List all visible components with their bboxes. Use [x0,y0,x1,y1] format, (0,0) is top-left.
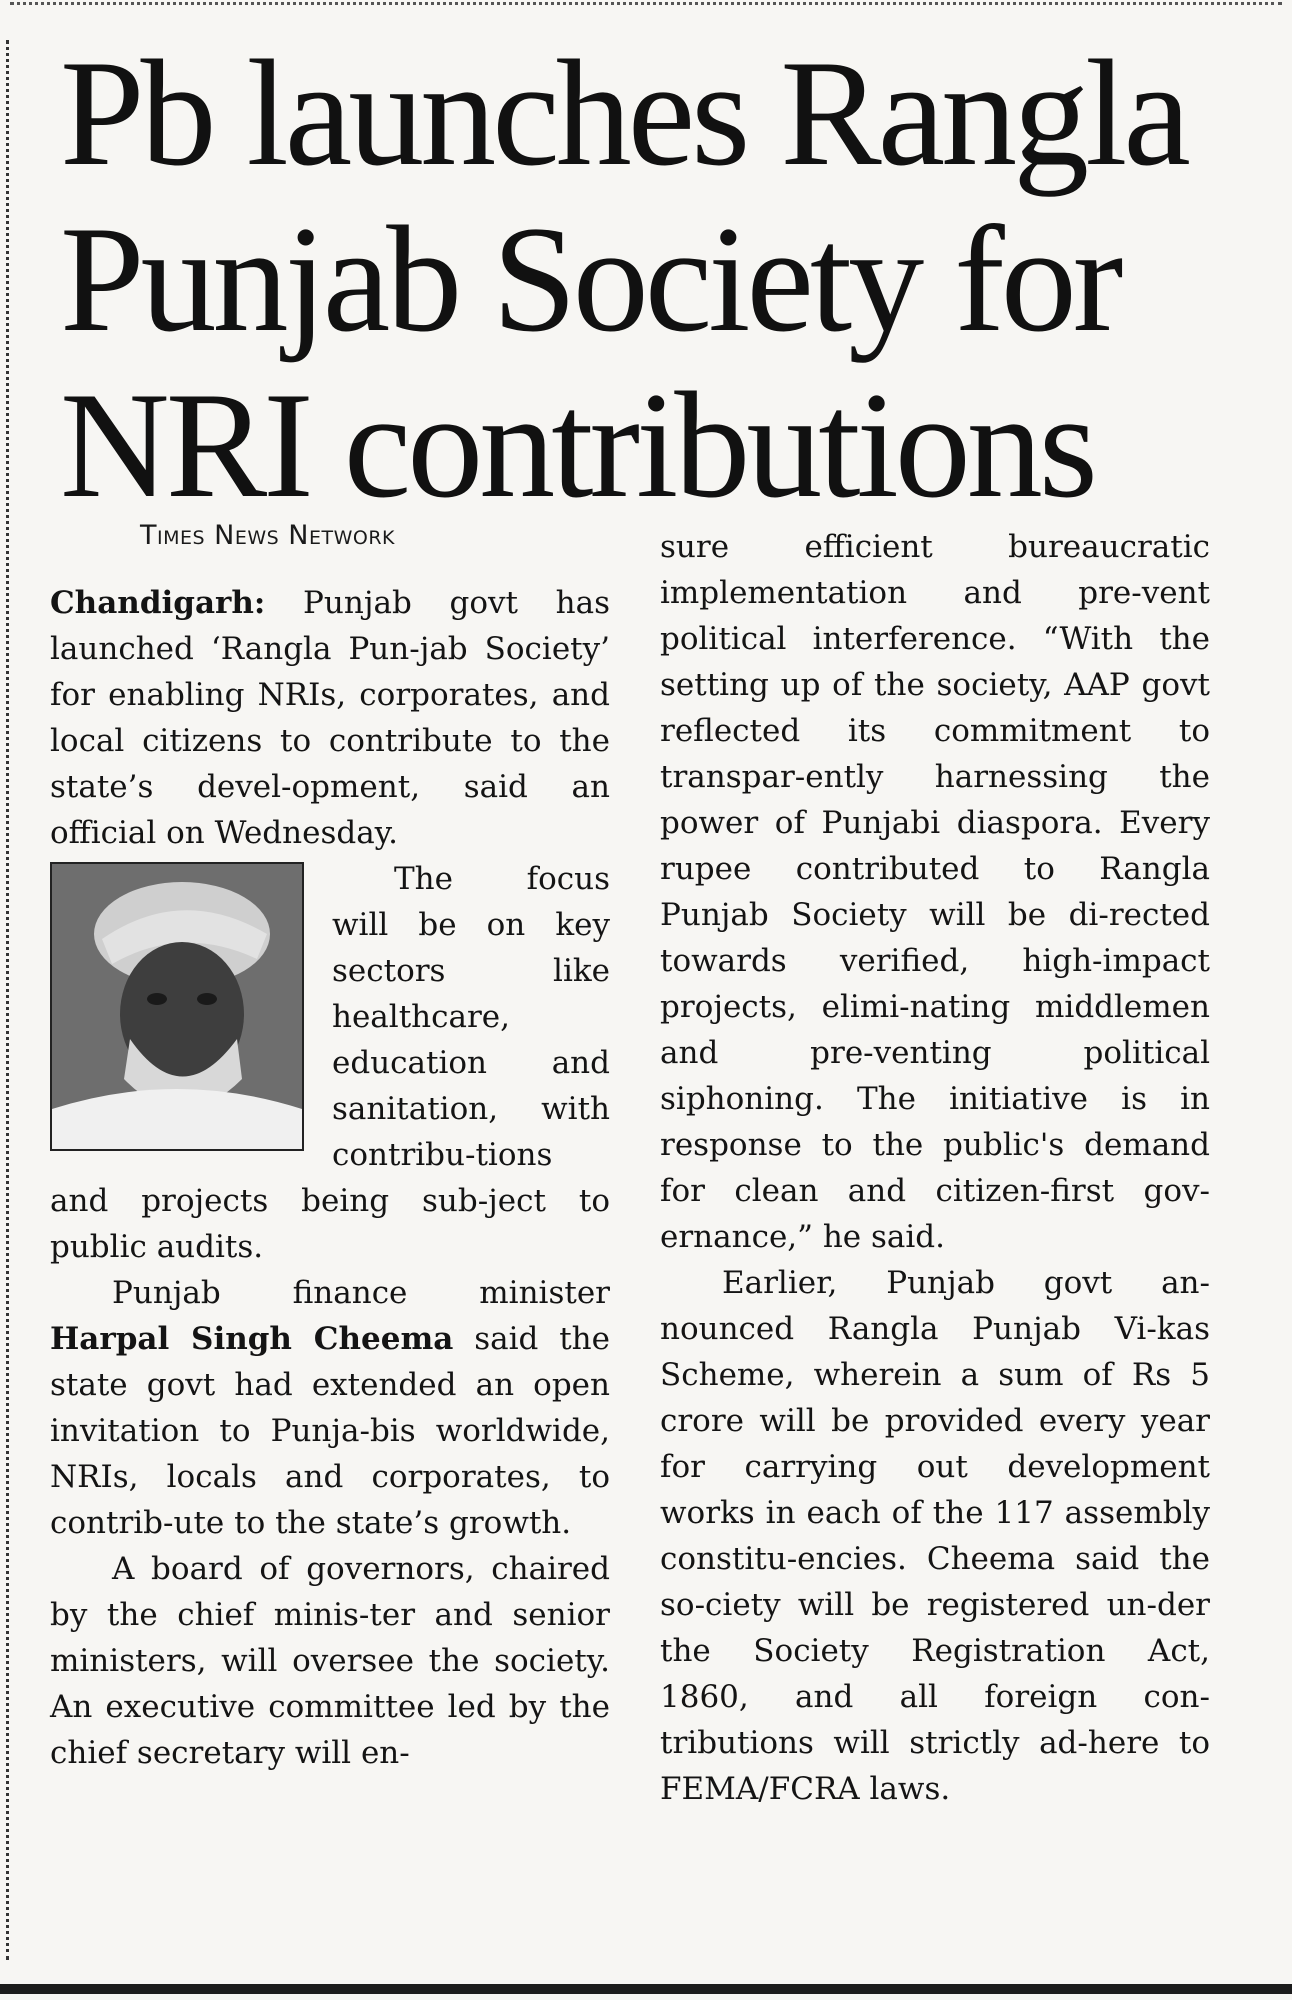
headline-line-2: Punjab Society for [60,195,1120,363]
paragraph-3-text-a: Punjab finance minister [112,1275,610,1311]
bottom-rule [0,1984,1292,1994]
paragraph-4-right: sure efficient bureaucratic implementation and pre-vent political interference. “With the setting up of the society, AAP govt reflected its commitment to transpar-ently harnessing the power of Punjabi diaspora. Every rupee contributed to Rangla Punjab Society will be di-rected towards verified, high-impact projects, elimi-nating middlemen and pre-venting political siphoning. The initiative is in response to the public's demand for clean and citizen-first gov-ernance,” he said. [660,529,1210,1255]
article-column-left [50,580,610,1776]
headline-line-1: Pb launches Rangla [60,29,1187,197]
headline [60,30,1210,528]
article-column-right [660,524,1210,1812]
byline: Times News Network [140,520,395,551]
paragraph-4-left: A board of governors, chaired by the chief minis-ter and senior ministers, will oversee the society. An executive committee led by the chief secretary will en- [50,1551,610,1771]
portrait-illustration [52,864,302,1149]
paragraph-1 [50,580,610,856]
paragraph-2: The focus will be on key sectors like healthcare, education and sanitation, with contribu-tions and projects being sub-ject to public audits. [50,861,610,1265]
paragraph-3-text-b: said the state govt had extended an open invitation to Punja-bis worldwide, NRIs, locals and corporates, to contrib-ute to the state’s growth. [50,1321,610,1541]
dotted-cut-line-left [6,40,9,1960]
dateline: Chandigarh: [50,585,266,621]
minister-name: Harpal Singh Cheema [50,1321,454,1357]
paragraph-1-text-a: Punjab govt has launched ‘Rangla Pun-jab Society’ for enabling NRIs, corporates, and local citizens to contribute to the state’s devel-opment, said an official on Wednesday. [50,585,610,851]
paragraph-5: Earlier, Punjab govt an-nounced Rangla Punjab Vi-kas Scheme, wherein a sum of Rs 5 crore will be provided every year for carrying out development works in each of the 117 assembly constitu-encies. Cheema said the so-ciety will be registered un-der the Society Registration Act, 1860, and all foreign con-tributions will strictly ad-here to FEMA/FCRA laws. [660,1265,1210,1807]
dotted-cut-line-top [10,2,1282,5]
minister-photo [50,862,304,1151]
paragraph-3 [50,1270,610,1546]
headline-line-3: NRI contributions [60,361,1094,529]
